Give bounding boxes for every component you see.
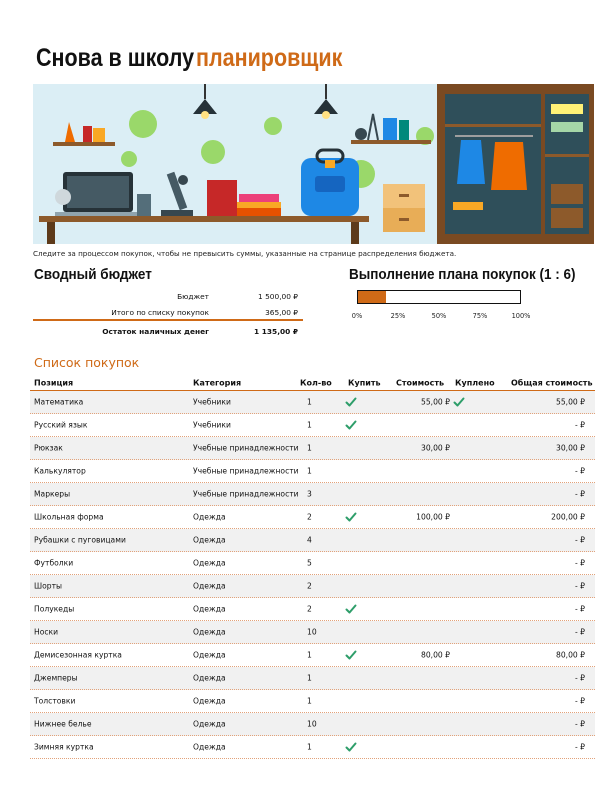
buy-empty-cell[interactable] — [345, 672, 357, 684]
bought-empty-cell[interactable] — [453, 465, 465, 477]
buy-empty-cell[interactable] — [345, 488, 357, 500]
table-row — [30, 391, 595, 414]
bought-empty-cell[interactable] — [453, 534, 465, 546]
item-total: - ₽ — [575, 742, 585, 752]
buy-check-icon[interactable] — [345, 603, 357, 615]
item-name: Демисезонная куртка — [34, 650, 122, 660]
table-row — [30, 644, 595, 667]
item-cost: 80,00 ₽ — [421, 650, 450, 660]
bought-empty-cell[interactable] — [453, 419, 465, 431]
item-category: Одежда — [193, 719, 226, 729]
item-name: Шорты — [34, 581, 63, 591]
buy-empty-cell[interactable] — [345, 718, 357, 730]
item-total: - ₽ — [575, 535, 585, 545]
buy-empty-cell[interactable] — [345, 626, 357, 638]
shopping-total-row — [34, 308, 298, 317]
progress-tick-label: 50% — [431, 312, 447, 320]
item-name: Толстовки — [34, 696, 76, 706]
table-row — [30, 506, 595, 529]
cash-remaining-label: Остаток наличных денег — [102, 327, 209, 336]
bought-empty-cell[interactable] — [453, 557, 465, 569]
shopping-total-label: Итого по списку покупок — [111, 308, 209, 317]
item-qty: 2 — [307, 512, 312, 522]
bought-empty-cell[interactable] — [453, 741, 465, 753]
buy-empty-cell[interactable] — [345, 580, 357, 592]
header-category: Категория — [193, 378, 242, 388]
table-row — [30, 460, 595, 483]
plan-progress-title: Выполнение плана покупок (1 : 6) — [349, 266, 576, 283]
item-qty: 1 — [307, 397, 312, 407]
item-name: Зимняя куртка — [34, 742, 94, 752]
shopping-list-rows — [30, 391, 595, 759]
item-qty: 1 — [307, 742, 312, 752]
budget-row — [34, 292, 298, 301]
item-name: Маркеры — [34, 489, 71, 499]
item-cost: 30,00 ₽ — [421, 443, 450, 453]
item-total: - ₽ — [575, 420, 585, 430]
item-qty: 1 — [307, 443, 312, 453]
buy-empty-cell[interactable] — [345, 695, 357, 707]
item-total: 30,00 ₽ — [556, 443, 585, 453]
item-name: Русский язык — [34, 420, 88, 430]
table-row — [30, 414, 595, 437]
bought-empty-cell[interactable] — [453, 649, 465, 661]
table-row — [30, 437, 595, 460]
page-title — [36, 44, 366, 78]
bought-empty-cell[interactable] — [453, 603, 465, 615]
item-total: - ₽ — [575, 466, 585, 476]
item-category: Одежда — [193, 558, 226, 568]
buy-empty-cell[interactable] — [345, 442, 357, 454]
buy-empty-cell[interactable] — [345, 557, 357, 569]
item-name: Нижнее белье — [34, 719, 92, 729]
item-category: Одежда — [193, 512, 226, 522]
header-total: Общая стоимость — [511, 378, 593, 388]
bought-empty-cell[interactable] — [453, 626, 465, 638]
plan-progress-fill — [358, 291, 386, 303]
table-header — [30, 376, 595, 390]
item-total: - ₽ — [575, 558, 585, 568]
bought-check-icon[interactable] — [453, 396, 465, 408]
item-total: - ₽ — [575, 673, 585, 683]
item-qty: 5 — [307, 558, 312, 568]
item-total: - ₽ — [575, 581, 585, 591]
item-qty: 2 — [307, 581, 312, 591]
item-name: Рюкзак — [34, 443, 63, 453]
desk-and-wardrobe-illustration — [33, 84, 594, 244]
item-qty: 1 — [307, 466, 312, 476]
bought-empty-cell[interactable] — [453, 580, 465, 592]
bought-empty-cell[interactable] — [453, 672, 465, 684]
table-row — [30, 529, 595, 552]
item-category: Одежда — [193, 627, 226, 637]
item-cost: 100,00 ₽ — [416, 512, 450, 522]
item-total: - ₽ — [575, 696, 585, 706]
item-total: - ₽ — [575, 604, 585, 614]
bought-empty-cell[interactable] — [453, 442, 465, 454]
item-category: Одежда — [193, 535, 226, 545]
progress-tick-label: 100% — [511, 312, 531, 320]
table-row — [30, 667, 595, 690]
item-total: - ₽ — [575, 719, 585, 729]
item-name: Носки — [34, 627, 59, 637]
item-cost: 55,00 ₽ — [421, 397, 450, 407]
budget-divider — [33, 319, 303, 321]
item-category: Учебники — [193, 397, 231, 407]
progress-tick-label: 0% — [351, 312, 363, 320]
item-qty: 1 — [307, 673, 312, 683]
shopping-list-title: Список покупок — [34, 355, 140, 370]
item-category: Одежда — [193, 650, 226, 660]
buy-check-icon[interactable] — [345, 649, 357, 661]
item-qty: 2 — [307, 604, 312, 614]
item-category: Одежда — [193, 581, 226, 591]
bought-empty-cell[interactable] — [453, 488, 465, 500]
cash-remaining-value: 1 135,00 ₽ — [254, 327, 298, 336]
table-row — [30, 598, 595, 621]
item-total: - ₽ — [575, 627, 585, 637]
buy-empty-cell[interactable] — [345, 534, 357, 546]
table-row — [30, 575, 595, 598]
item-qty: 3 — [307, 489, 312, 499]
bought-empty-cell[interactable] — [453, 718, 465, 730]
item-qty: 10 — [307, 719, 317, 729]
item-category: Учебные принадлежности — [193, 466, 299, 476]
item-category: Одежда — [193, 742, 226, 752]
progress-tick-label: 25% — [390, 312, 406, 320]
buy-empty-cell[interactable] — [345, 465, 357, 477]
item-qty: 10 — [307, 627, 317, 637]
bought-empty-cell[interactable] — [453, 511, 465, 523]
item-name: Полукеды — [34, 604, 75, 614]
item-name: Математика — [34, 397, 84, 407]
shopping-total-value: 365,00 ₽ — [265, 308, 298, 317]
item-qty: 1 — [307, 650, 312, 660]
item-qty: 1 — [307, 696, 312, 706]
cash-remaining-row — [34, 327, 298, 336]
item-name: Футболки — [34, 558, 74, 568]
buy-check-icon[interactable] — [345, 396, 357, 408]
table-row — [30, 690, 595, 713]
item-name: Школьная форма — [34, 512, 104, 522]
buy-check-icon[interactable] — [345, 511, 357, 523]
item-qty: 4 — [307, 535, 312, 545]
item-total: 200,00 ₽ — [551, 512, 585, 522]
item-category: Одежда — [193, 604, 226, 614]
budget-label: Бюджет — [177, 292, 209, 301]
item-name: Рубашки с пуговицами — [34, 535, 126, 545]
header-bought: Куплено — [455, 378, 495, 388]
item-category: Учебные принадлежности — [193, 443, 299, 453]
item-total: 80,00 ₽ — [556, 650, 585, 660]
table-row — [30, 483, 595, 506]
item-name: Джемперы — [34, 673, 78, 683]
header-item: Позиция — [34, 378, 74, 388]
table-row — [30, 713, 595, 736]
budget-summary-title: Сводный бюджет — [34, 266, 152, 283]
header-qty: Кол-во — [300, 378, 332, 388]
item-total: - ₽ — [575, 489, 585, 499]
header-cost: Стоимость — [396, 378, 445, 388]
item-name: Калькулятор — [34, 466, 86, 476]
bought-empty-cell[interactable] — [453, 695, 465, 707]
table-row — [30, 736, 595, 759]
intro-text: Следите за процессом покупок, чтобы не превысить суммы, указанные на странице распределения бюджета. — [33, 249, 457, 258]
banner-illustration — [33, 84, 594, 244]
header-buy: Купить — [348, 378, 381, 388]
buy-check-icon[interactable] — [345, 419, 357, 431]
budget-value: 1 500,00 ₽ — [258, 292, 298, 301]
title-accent: планировщик — [196, 44, 343, 72]
title-main: Снова в школу — [36, 44, 195, 72]
plan-progress-bar — [357, 290, 521, 304]
item-qty: 1 — [307, 420, 312, 430]
table-row — [30, 621, 595, 644]
item-total: 55,00 ₽ — [556, 397, 585, 407]
item-category: Учебные принадлежности — [193, 489, 299, 499]
table-row — [30, 552, 595, 575]
item-category: Одежда — [193, 673, 226, 683]
item-category: Одежда — [193, 696, 226, 706]
buy-check-icon[interactable] — [345, 741, 357, 753]
item-category: Учебники — [193, 420, 231, 430]
progress-tick-label: 75% — [472, 312, 488, 320]
